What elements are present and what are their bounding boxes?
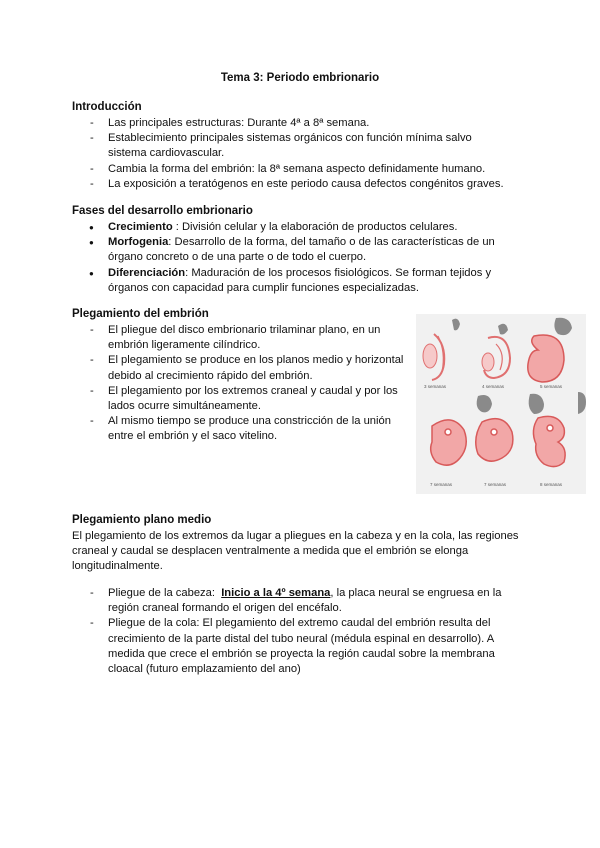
def-morfogenia: : Desarrollo de la forma, del tamaño o de las características de un órgano concreto o de una parte o de todo el cuerpo. bbox=[108, 236, 495, 264]
caption-label: 7 semanas bbox=[430, 482, 453, 487]
term-diferenciacion: Diferenciación bbox=[108, 266, 186, 279]
def-crecimiento: : División celular y la elaboración de productos celulares. bbox=[172, 221, 458, 233]
item-prefix: Pliegue de la cabeza: bbox=[108, 587, 222, 599]
term-crecimiento: Crecimiento bbox=[108, 221, 173, 233]
list-item: - Al mismo tiempo se produce una constricción de la unión entre el embrión y el saco vitelino. bbox=[72, 414, 412, 444]
caption-label: 4 semanas bbox=[482, 384, 505, 389]
page-title: Tema 3: Periodo embrionario bbox=[220, 72, 380, 84]
embryo-silhouette bbox=[554, 318, 572, 335]
list-item: - Pliegue de la cola: El plegamiento del extremo caudal del embrión resulta del crecimiento de la parte distal del tubo neural (médula espinal en desarrollo). A medida que crece el embrión se proyecta la región caudal sobre la membrana cloacal (futuro emplazamiento del ano) bbox=[72, 616, 512, 677]
embryo-development-figure bbox=[416, 314, 586, 494]
caption-label: 5 semanas bbox=[540, 384, 563, 389]
embryo-week7a bbox=[431, 420, 467, 465]
embryo-week5 bbox=[528, 335, 564, 382]
fases-heading: Fases del desarrollo embrionario bbox=[72, 205, 253, 217]
embryo-week3 bbox=[423, 334, 444, 380]
embryo-week4 bbox=[482, 337, 510, 378]
list-item: - El pliegue del disco embrionario trilaminar plano, en un embrión ligeramente cilíndrico. bbox=[72, 323, 412, 353]
plano-medio-list bbox=[72, 586, 512, 677]
embryo-silhouette bbox=[452, 319, 460, 331]
term-morfogenia: Morfogenia bbox=[108, 236, 169, 249]
list-item: - La exposición a teratógenos en este periodo causa defectos congénitos graves. bbox=[72, 177, 532, 192]
embryo-silhouette bbox=[578, 392, 586, 414]
list-item bbox=[72, 266, 532, 296]
def-diferenciacion: : Maduración de los procesos fisiológicos. Se forman tejidos y órganos con capacidad para cumplir funciones especializadas. bbox=[108, 266, 492, 294]
list-item: - El plegamiento se produce en los planos medio y horizontal debido al crecimiento rápido del embrión. bbox=[72, 353, 412, 383]
embryo-week8 bbox=[533, 416, 565, 466]
fases-list bbox=[72, 220, 532, 296]
caption-label: 7 semanas bbox=[484, 482, 507, 487]
list-item bbox=[72, 586, 512, 616]
plano-medio-heading: Plegamiento plano medio bbox=[72, 514, 212, 526]
caption-label: 8 semanas bbox=[540, 482, 563, 487]
list-item bbox=[72, 220, 532, 235]
embryo-silhouette bbox=[529, 394, 544, 414]
list-item: - El plegamiento por los extremos craneal y caudal y por los lados ocurre simultáneamente. bbox=[72, 384, 412, 414]
embryo-week7b bbox=[476, 419, 513, 462]
intro-list bbox=[72, 116, 532, 192]
caption-label: 3 semanas bbox=[424, 384, 447, 389]
plegamiento-heading: Plegamiento del embrión bbox=[72, 308, 209, 320]
plano-medio-paragraph: El plegamiento de los extremos da lugar a pliegues en la cabeza y en la cola, las regiones craneal y caudal se desplacen ventralmente a medida que el embrión se elonga longitudinalmente. bbox=[72, 530, 519, 573]
plegamiento-list bbox=[72, 323, 412, 445]
embryo-silhouette bbox=[477, 395, 492, 412]
embryo-silhouette bbox=[498, 324, 508, 335]
underlined-phrase: Inicio a la 4º semana bbox=[221, 587, 331, 599]
item-suffix: , la placa neural se engruesa en la región craneal formando el origen del encéfalo. bbox=[108, 587, 502, 615]
list-item: - Las principales estructuras: Durante 4ª a 8ª semana. bbox=[72, 116, 532, 131]
list-item bbox=[72, 235, 532, 265]
list-item: - Cambia la forma del embrión: la 8ª semana aspecto definidamente humano. bbox=[72, 162, 532, 177]
intro-heading: Introducción bbox=[72, 101, 142, 113]
list-item: - Establecimiento principales sistemas orgánicos con función mínima salvo sistema cardiovascular. bbox=[72, 131, 532, 161]
